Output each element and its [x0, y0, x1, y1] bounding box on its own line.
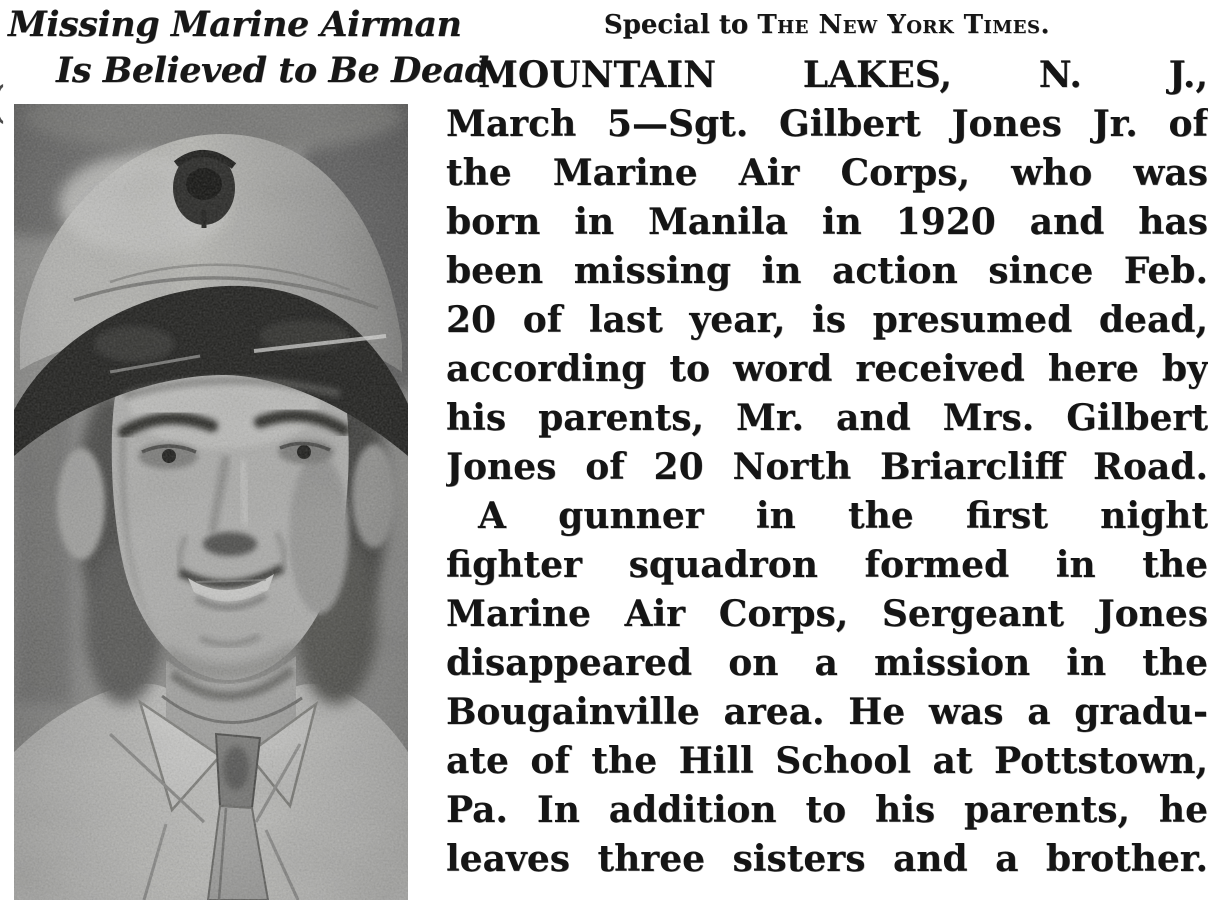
- portrait-photo: [14, 104, 408, 900]
- article-line: leaves three sisters and a brother.: [446, 838, 1208, 880]
- headline-line-1: Missing Marine Airman: [8, 4, 462, 45]
- article-line: Jones of 20 North Briarcliff Road.: [446, 446, 1208, 488]
- article-column: [446, 6, 1208, 884]
- byline-paper-name: The New York Times.: [757, 10, 1051, 40]
- article-line: born in Manila in 1920 and has: [446, 201, 1208, 243]
- article-body: [446, 51, 1208, 884]
- headline: [8, 2, 489, 94]
- article-line: 20 of last year, is presumed dead,: [446, 299, 1208, 341]
- article-line: Marine Air Corps, Sergeant Jones: [446, 593, 1208, 635]
- headline-line-2: Is Believed to Be Dead: [56, 50, 489, 91]
- article-line: his parents, Mr. and Mrs. Gilbert: [446, 397, 1208, 439]
- article-line: disappeared on a mission in the: [446, 642, 1208, 684]
- article-line: Pa. In addition to his parents, he: [446, 789, 1208, 831]
- article-line: MOUNTAIN LAKES, N. J.,: [478, 54, 1208, 96]
- article-line: Bougainville area. He was a gradu-: [446, 691, 1208, 733]
- byline-prefix: Special to: [603, 10, 758, 40]
- article-line: A gunner in the first night: [478, 495, 1208, 537]
- halftone-grain-overlay: [14, 104, 408, 900]
- byline: [446, 6, 1208, 44]
- article-line: been missing in action since Feb.: [446, 250, 1208, 292]
- article-line: ate of the Hill School at Pottstown,: [446, 740, 1208, 782]
- portrait-photo-svg: [14, 104, 408, 900]
- article-line: fighter squadron formed in the: [446, 544, 1208, 586]
- article-line: March 5—Sgt. Gilbert Jones Jr. of: [446, 103, 1208, 145]
- article-line: the Marine Air Corps, who was: [446, 152, 1208, 194]
- article-line: according to word received here by: [446, 348, 1208, 390]
